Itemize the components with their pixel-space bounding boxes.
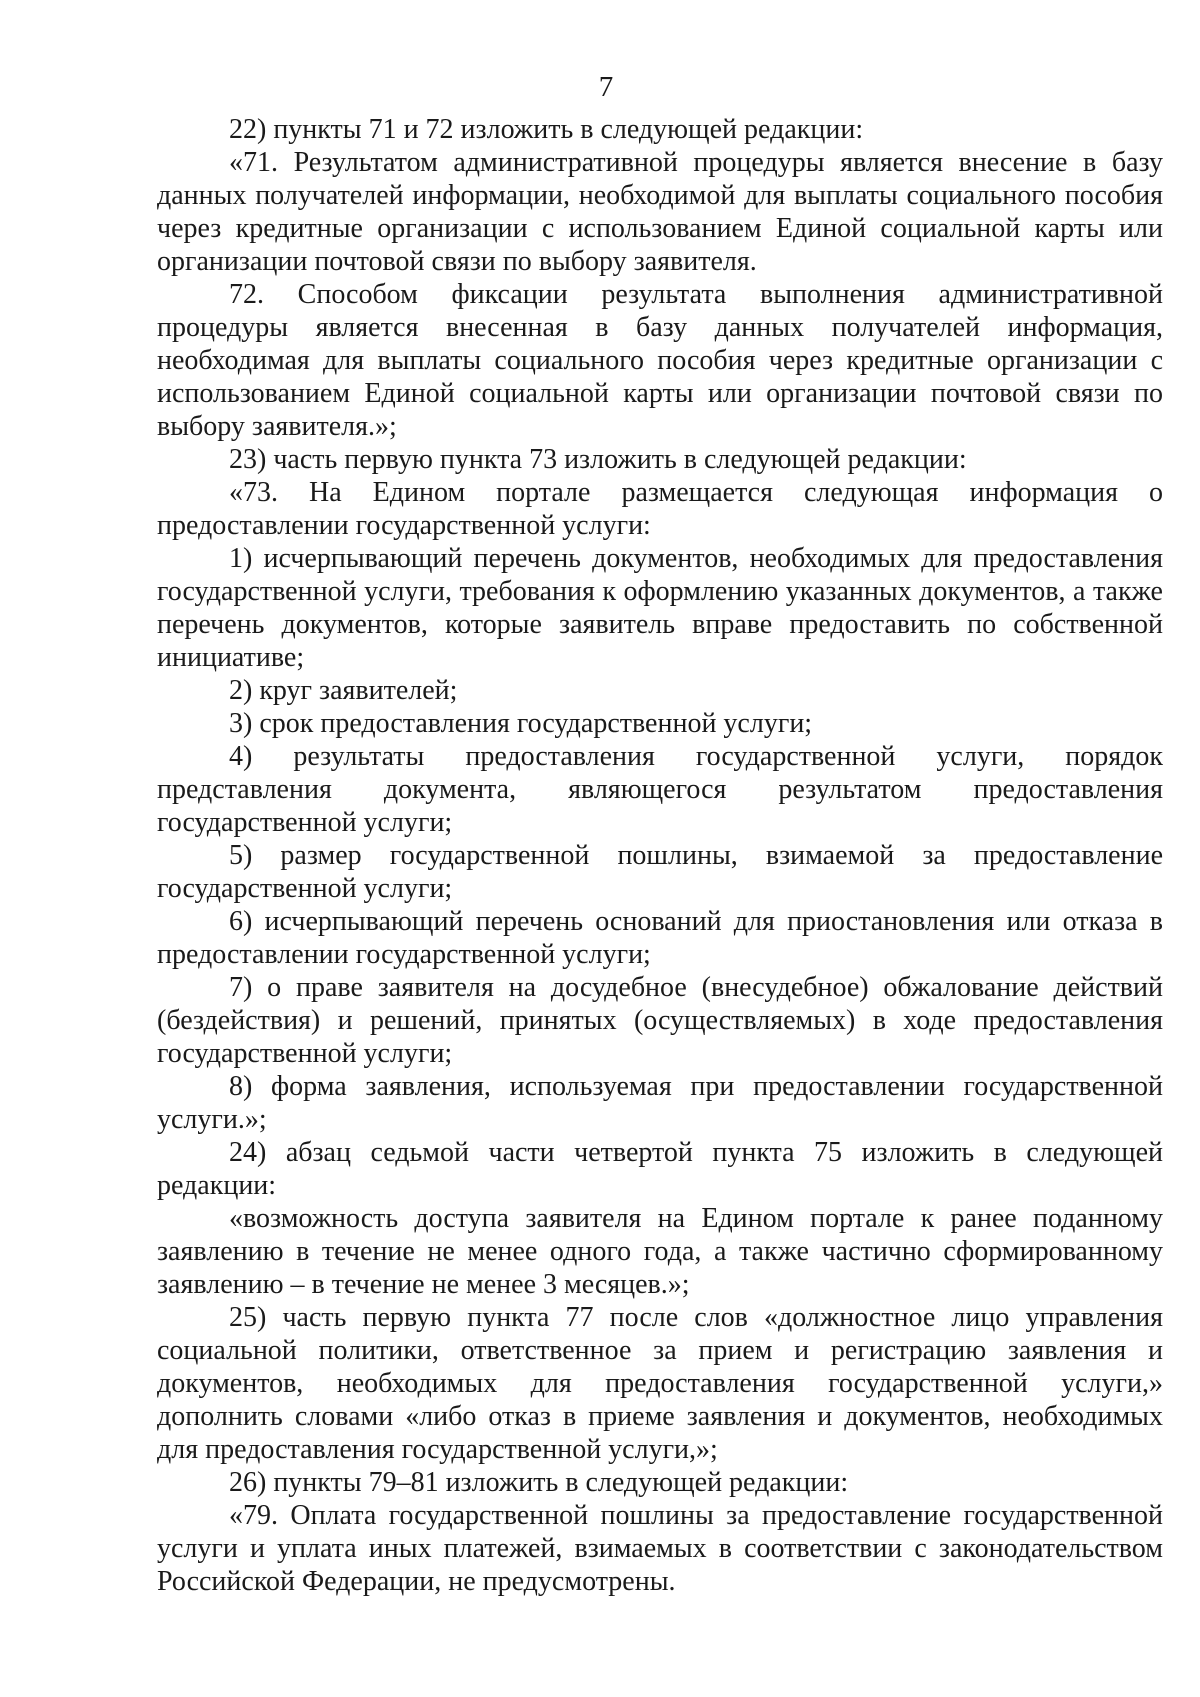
paragraph-point-71: «71. Результатом административной процедуры является внесение в базу данных получателей информации, необходимой для выплаты социального пособия через кредитные организации с использованием Единой социальной карты или организации почтовой связи по выбору заявителя. xyxy=(157,147,1163,277)
paragraph-quote-75: «возможность доступа заявителя на Едином портале к ранее поданному заявлению в течение не менее одного года, а также частично сформированному заявлению – в течение не менее 3 месяцев.»; xyxy=(157,1203,1163,1300)
paragraph-subitem-4: 4) результаты предоставления государственной услуги, порядок представления документа, являющегося результатом предоставления государственной услуги; xyxy=(157,741,1163,838)
paragraph-subitem-1: 1) исчерпывающий перечень документов, необходимых для предоставления государственной услуги, требования к оформлению указанных документов, а также перечень документов, которые заявитель вправе предоставить по собственной инициативе; xyxy=(157,543,1163,673)
paragraph-subitem-6: 6) исчерпывающий перечень оснований для приостановления или отказа в предоставлении государственной услуги; xyxy=(157,906,1163,970)
document-body xyxy=(157,113,1163,1598)
paragraph-item-22: 22) пункты 71 и 72 изложить в следующей редакции: xyxy=(229,114,864,145)
paragraph-item-23: 23) часть первую пункта 73 изложить в следующей редакции: xyxy=(229,444,967,475)
paragraph-point-72: 72. Способом фиксации результата выполнения административной процедуры является внесенная в базу данных получателей информация, необходимая для выплаты социального пособия через кредитные организации с использованием Единой социальной карты или организации почтовой связи по выбору заявителя.»; xyxy=(157,279,1163,442)
paragraph-item-25: 25) часть первую пункта 77 после слов «должностное лицо управления социальной политики, ответственное за прием и регистрацию заявления и документов, необходимых для предоставления государственной услуги,» дополнить словами «либо отказ в приеме заявления и документов, необходимых для предоставления государственной услуги,»; xyxy=(157,1302,1163,1465)
paragraph-subitem-2: 2) круг заявителей; xyxy=(229,675,458,706)
paragraph-subitem-5: 5) размер государственной пошлины, взимаемой за предоставление государственной услуги; xyxy=(157,840,1163,904)
paragraph-subitem-7: 7) о праве заявителя на досудебное (внесудебное) обжалование действий (бездействия) и решений, принятых (осуществляемых) в ходе предоставления государственной услуги; xyxy=(157,972,1163,1069)
paragraph-item-24: 24) абзац седьмой части четвертой пункта 75 изложить в следующей редакции: xyxy=(157,1137,1163,1201)
paragraph-subitem-3: 3) срок предоставления государственной услуги; xyxy=(229,708,813,739)
paragraph-subitem-8: 8) форма заявления, используемая при предоставлении государственной услуги.»; xyxy=(157,1071,1163,1135)
paragraph-item-26: 26) пункты 79–81 изложить в следующей редакции: xyxy=(229,1467,849,1498)
paragraph-point-73: «73. На Едином портале размещается следующая информация о предоставлении государственной услуги: xyxy=(157,477,1163,541)
page-number: 7 xyxy=(598,71,614,103)
paragraph-point-79: «79. Оплата государственной пошлины за предоставление государственной услуги и уплата иных платежей, взимаемых в соответствии с законодательством Российской Федерации, не предусмотрены. xyxy=(157,1500,1163,1597)
